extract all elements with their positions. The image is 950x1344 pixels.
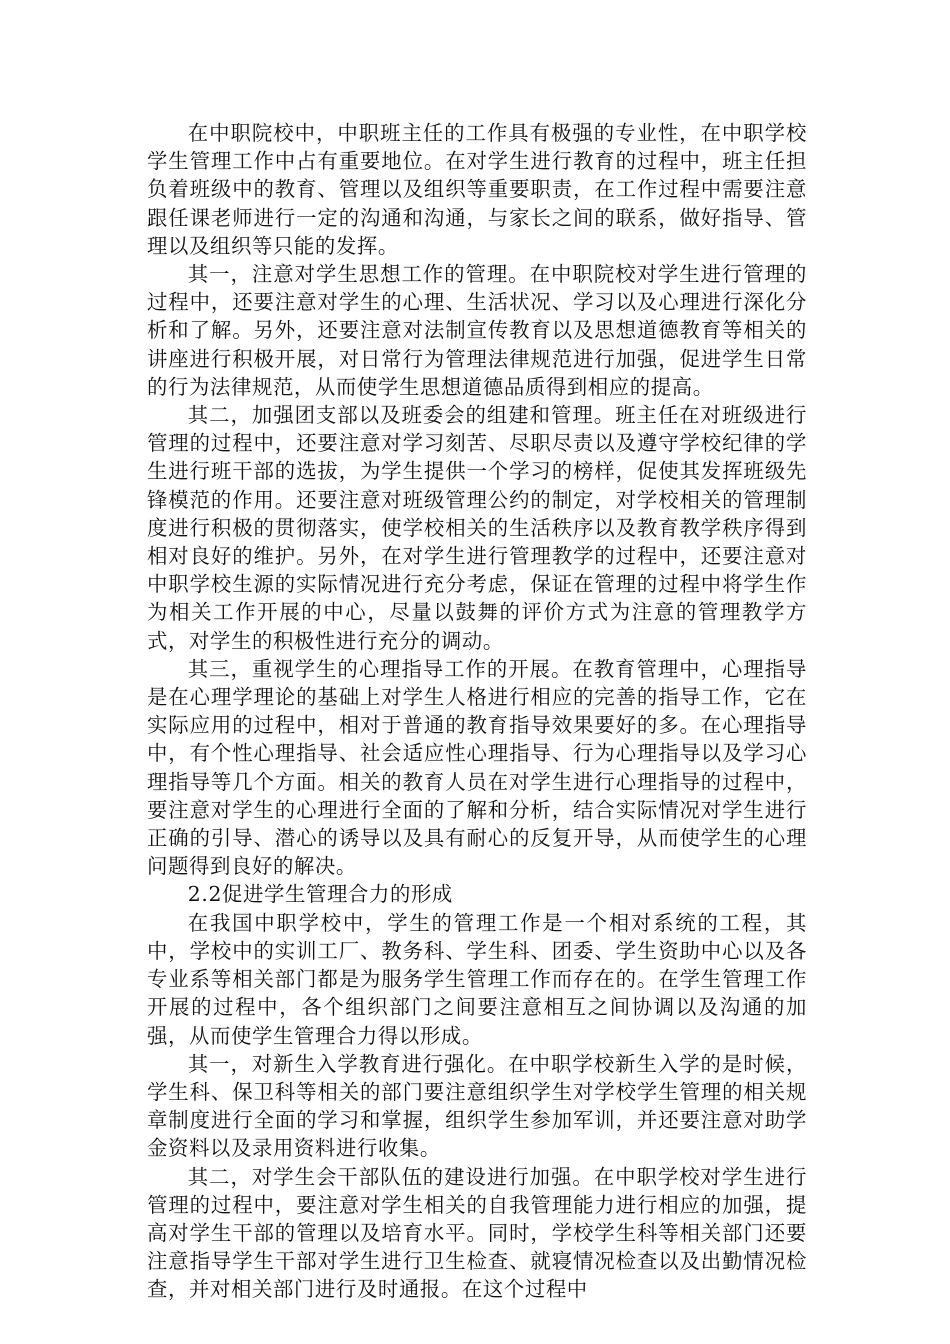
paragraph-section-intro: 在我国中职学校中，学生的管理工作是一个相对系统的工程，其中，学校中的实训工厂、教务科、学生科、团委、学生资助中心以及各专业系等相关部门都是为服务学生管理工作而存在的。在学生管理工作开展的过程中，各个组织部门之间要注意相互之间协调以及沟通的加强，从而使学生管理合力得以形成。 [147,910,807,1048]
paragraph-point-two: 其二，加强团支部以及班委会的组建和管理。班主任在对班级进行管理的过程中，还要注意对学习刻苦、尽职尽责以及遵守学校纪律的学生进行班干部的选拔，为学生提供一个学习的榜样，促使其发挥班级先锋模范的作用。还要注意对班级管理公约的制定，对学校相关的管理制度进行积极的贯彻落实，使学校相关的生活秩序以及教育教学秩序得到相对良好的维护。另外，在对学生进行管理教学的过程中，还要注意对中职学校生源的实际情况进行充分考虑，保证在管理的过程中将学生作为相关工作开展的中心，尽量以鼓舞的评价方式为注意的管理教学方式，对学生的积极性进行充分的调动。 [147,403,807,653]
section-heading: 2.2促进学生管理合力的形成 [187,882,453,907]
paragraph-point-one: 其一，注意对学生思想工作的管理。在中职院校对学生进行管理的过程中，还要注意对学生的心理、生活状况、学习以及心理进行深化分析和了解。另外，还要注意对法制宣传教育以及思想道德教育等相关的讲座进行积极开展，对日常行为管理法律规范进行加强，促进学生日常的行为法律规范，从而使学生思想道德品质得到相应的提高。 [147,262,807,399]
paragraph-point-three: 其三，重视学生的心理指导工作的开展。在教育管理中，心理指导是在心理学理论的基础上对学生人格进行相应的完善的指导工作，它在实际应用的过程中，相对于普通的教育指导效果要好的多。在心理指导中，有个性心理指导、社会适应性心理指导、行为心理指导以及学习心理指导等几个方面。相关的教育人员在对学生进行心理指导的过程中，要注意对学生的心理进行全面的了解和分析，结合实际情况对学生进行正确的引导、潜心的诱导以及具有耐心的反复开导，从而使学生的心理问题得到良好的解决。 [147,656,807,879]
paragraph-intro: 在中职院校中，中职班主任的工作具有极强的专业性，在中职学校学生管理工作中占有重要地位。在对学生进行教育的过程中，班主任担负着班级中的教育、管理以及组织等重要职责，在工作过程中需要注意跟任课老师进行一定的沟通和沟通，与家长之间的联系，做好指导、管理以及组织等只能的发挥。 [147,121,807,258]
document-body [147,119,807,1304]
paragraph-section-point-one: 其一，对新生入学教育进行强化。在中职学校新生入学的是时候，学生科、保卫科等相关的部门要注意组织学生对学校学生管理的相关规章制度进行全面的学习和掌握，组织学生参加军训，并还要注意对助学金资料以及录用资料进行收集。 [147,1051,807,1161]
paragraph-section-point-two: 其二，对学生会干部队伍的建设进行加强。在中职学校对学生进行管理的过程中，要注意对学生相关的自我管理能力进行相应的加强，提高对学生干部的管理以及培育水平。同时，学校学生科等相关部门还要注意指导学生干部对学生进行卫生检查、就寝情况检查以及出勤情况检查，并对相关部门进行及时通报。在这个过程中 [147,1164,807,1302]
